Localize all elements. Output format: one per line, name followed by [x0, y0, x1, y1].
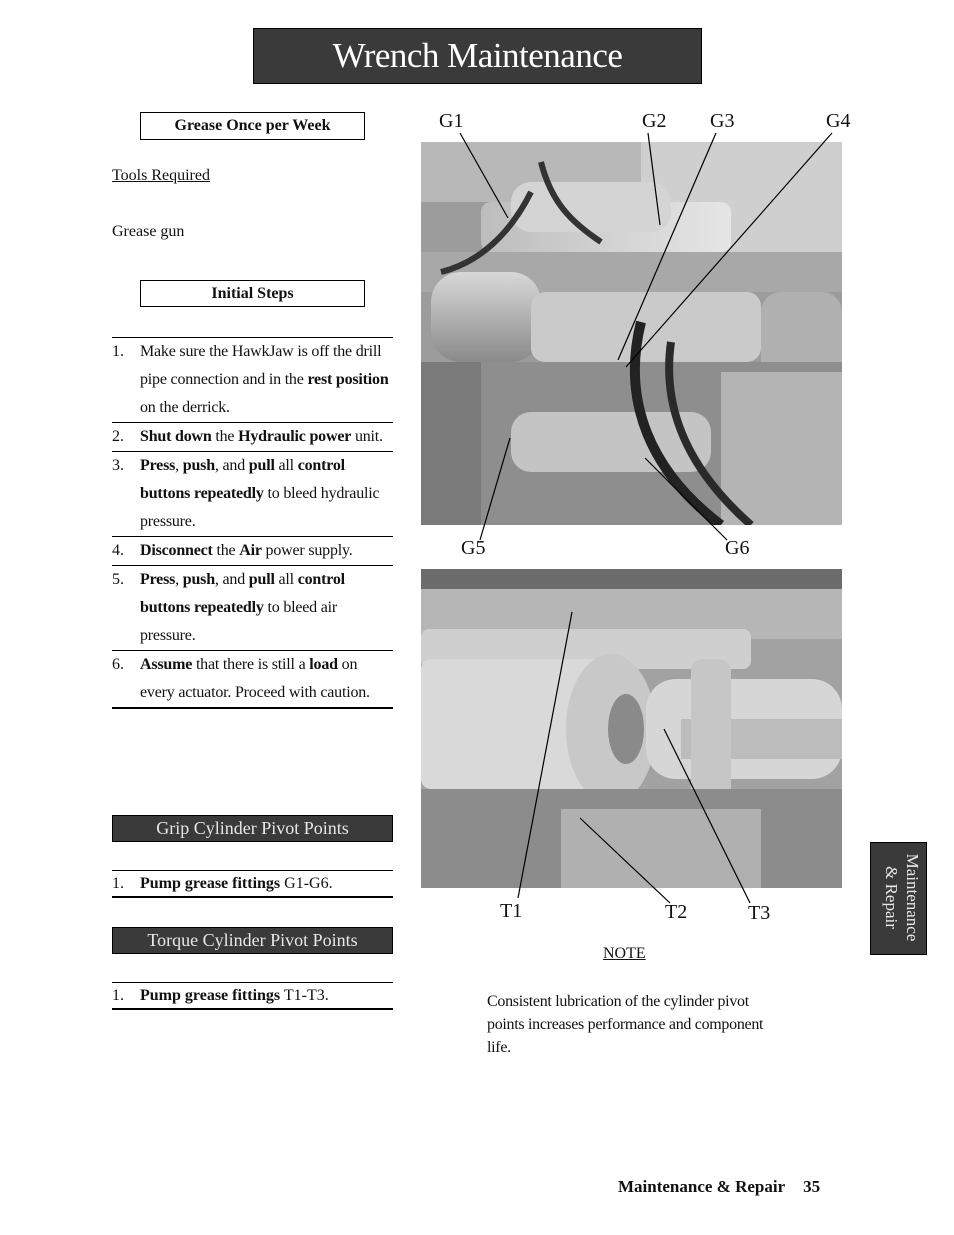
step-text: Disconnect the Air power supply. [140, 542, 353, 559]
step-text: Assume that there is still a load on every actuator. Proceed with caution. [140, 656, 370, 701]
callout-t1: T1 [500, 900, 523, 922]
step-number: 1. [112, 987, 124, 1004]
step-number: 4. [112, 542, 124, 559]
step-number: 6. [112, 656, 124, 673]
page-footer [618, 1177, 820, 1197]
step-number: 1. [112, 875, 124, 892]
initial-steps-label: Initial Steps [211, 284, 294, 302]
callout-g1: G1 [439, 110, 464, 132]
callout-g3: G3 [710, 110, 735, 132]
step-text: Shut down the Hydraulic power unit. [140, 428, 383, 445]
tool-item: Grease gun [112, 223, 185, 240]
step-text: Press, push, and pull all control buttons repeatedly to bleed air pressure. [140, 571, 345, 644]
step-rest: G1-G6. [280, 875, 333, 892]
side-tab-line-2: & Repair [882, 866, 901, 929]
callout-g2: G2 [642, 110, 667, 132]
callout-t3: T3 [748, 902, 771, 924]
step-number: 2. [112, 428, 124, 445]
page-title: Wrench Maintenance [332, 36, 623, 75]
section-side-tab [870, 842, 927, 955]
grip-cylinder-heading-text: Grip Cylinder Pivot Points [156, 818, 349, 838]
callout-g4: G4 [826, 110, 851, 132]
side-tab-line-1: Maintenance [903, 853, 922, 942]
step-number: 3. [112, 457, 124, 474]
torque-cylinder-heading-text: Torque Cylinder Pivot Points [147, 930, 358, 950]
step-rest: T1-T3. [280, 987, 329, 1004]
grease-frequency-label: Grease Once per Week [174, 117, 331, 134]
step-text: Press, push, and pull all control buttons repeatedly to bleed hydraulic pressure. [140, 457, 380, 530]
callout-g5: G5 [461, 537, 486, 559]
callout-g6: G6 [725, 537, 750, 559]
note-body: Consistent lubrication of the cylinder pivot points increases performance and component life. [487, 993, 764, 1056]
page-number: 35 [803, 1177, 821, 1196]
step-text: Make sure the HawkJaw is off the drill pipe connection and in the rest position on the derrick. [140, 343, 389, 416]
step-number: 5. [112, 571, 124, 588]
footer-section: Maintenance & Repair [618, 1177, 786, 1196]
tools-required-heading: Tools Required [112, 167, 210, 184]
step-emphasis: Pump grease fittings [140, 875, 281, 892]
callout-t2: T2 [665, 901, 688, 923]
step-number: 1. [112, 343, 124, 360]
note-title: NOTE [603, 945, 646, 962]
section-side-tab-label [877, 847, 923, 948]
step-emphasis: Pump grease fittings [140, 987, 281, 1004]
